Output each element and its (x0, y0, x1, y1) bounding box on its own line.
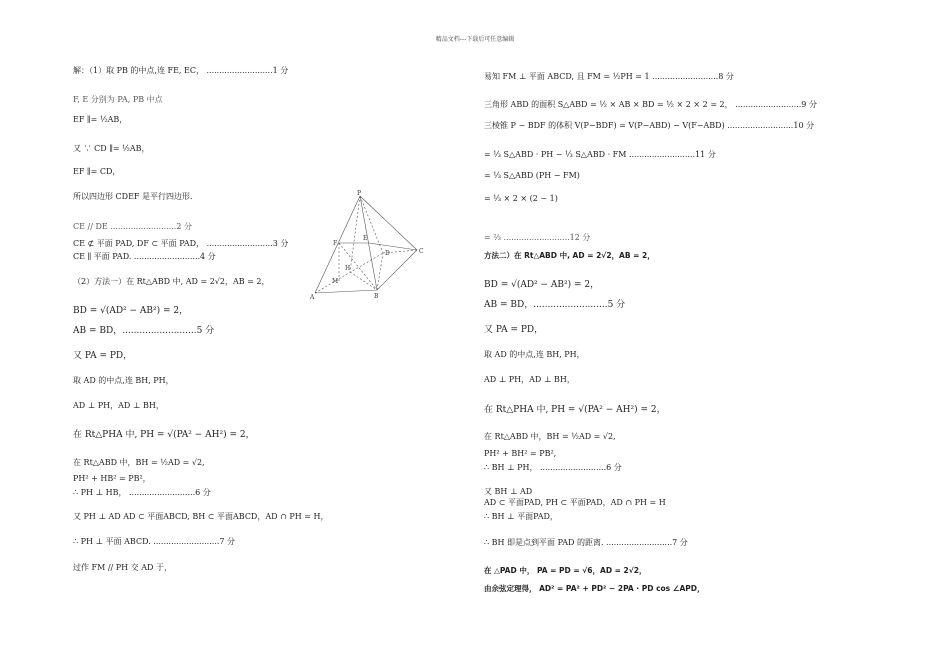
left-line-6: 所以四边形 CDEF 是平行四边形. (73, 192, 193, 201)
right-line-17: ∴ BH ⊥ PH， ..........................6 分 (484, 463, 622, 472)
left-line-19: ∴ PH ⊥ HB， ..........................6 分 (73, 488, 211, 497)
fig-label-e: E (363, 235, 368, 242)
left-line-2: F, E 分别为 PA, PB 中点 (73, 95, 163, 104)
left-line-15: AD ⊥ PH，AD ⊥ BH， (73, 401, 164, 410)
left-line-3: EF ∥= ½AB， (73, 115, 128, 124)
right-line-9: BD = √(AD² − AB²) = 2， (484, 280, 600, 290)
left-line-13: 又 PA = PD， (73, 351, 133, 361)
left-line-22: 过作 FM // PH 交 AD 于， (73, 563, 172, 572)
right-line-5: = ⅓ S△ABD (PH − FM) (484, 171, 580, 180)
left-line-20: 又 PH ⊥ AD AD ⊂ 平面ABCD, BH ⊂ 平面ABCD，AD ∩ PH = H， (73, 512, 329, 521)
fig-label-m: M (332, 278, 339, 285)
right-line-2: 三角形 ABD 的面积 S△ABD = ½ × AB × BD = ½ × 2 × 2 = 2， ..........................9 分 (484, 100, 817, 109)
right-line-4: = ⅓ S△ABD · PH − ⅓ S△ABD · FM ..........................11 分 (484, 150, 716, 159)
right-line-14: 在 Rt△PHA 中, PH = √(PA² − AH²) = 2， (484, 405, 666, 415)
left-line-17: 在 Rt△ABD 中，BH = ½AD = √2, (73, 458, 205, 467)
right-line-18: 又 BH ⊥ AD (484, 487, 533, 496)
fig-label-f: F (333, 240, 338, 247)
right-line-7: = ⅔ ..........................12 分 (484, 233, 591, 242)
left-line-12: AB = BD，..........................5 分 (73, 326, 215, 336)
right-line-10: AB = BD，..........................5 分 (484, 300, 626, 310)
left-line-7: CE // DE ..........................2 分 (73, 222, 192, 231)
right-line-12: 取 AD 的中点,连 BH, PH， (484, 350, 585, 359)
right-line-3: 三棱锥 P − BDF 的体积 V(P−BDF) = V(P−ABD) − V(F−ABD) ..........................10 分 (484, 121, 815, 130)
left-line-14: 取 AD 的中点,连 BH, PH， (73, 376, 174, 385)
right-line-1: 易知 FM ⊥ 平面 ABCD, 且 FM = ½PH = 1 ..........................8 分 (484, 72, 734, 81)
left-line-11: BD = √(AD² − AB²) = 2， (73, 306, 189, 316)
pyramid-figure (305, 188, 435, 303)
right-line-8: 方法二）在 Rt△ABD 中, AD = 2√2，AB = 2， (484, 251, 655, 260)
right-line-23: 由余弦定理得， AD² = PA² + PD² − 2PA · PD cos ∠APD， (484, 584, 705, 593)
left-line-5: EF ∥= CD， (73, 167, 121, 176)
right-line-11: 又 PA = PD， (484, 325, 544, 335)
right-line-6: = ⅓ × 2 × (2 − 1) (484, 194, 558, 203)
left-line-18: PH² + HB² = PB²， (73, 474, 151, 483)
right-line-21: ∴ BH 即是点到平面 PAD 的距离. ..........................7 分 (484, 538, 688, 547)
right-line-19: AD ⊂ 平面PAD, PH ⊂ 平面PAD，AD ∩ PH = H (484, 498, 666, 507)
right-line-13: AD ⊥ PH，AD ⊥ BH， (484, 375, 575, 384)
fig-label-d: D (385, 250, 390, 257)
left-line-10: （2）方法一）在 Rt△ABD 中, AD = 2√2，AB = 2， (73, 277, 270, 286)
fig-label-a: A (310, 294, 315, 301)
fig-label-p: P (357, 190, 362, 197)
left-line-9: CE ∥ 平面 PAD. ..........................4 分 (73, 252, 216, 261)
left-line-1: 解：（1）取 PB 的中点,连 FE, EC， ..........................1 分 (73, 66, 289, 75)
right-line-22: 在 △PAD 中， PA = PD = √6，AD = 2√2， (484, 566, 647, 575)
fig-label-c: C (419, 248, 424, 255)
fig-label-b: B (374, 293, 379, 300)
left-line-8: CE ⊄ 平面 PAD, DF ⊂ 平面 PAD， ..........................3 分 (73, 239, 289, 248)
left-line-16: 在 Rt△PHA 中, PH = √(PA² − AH²) = 2， (73, 430, 255, 440)
left-line-21: ∴ PH ⊥ 平面 ABCD. ..........................7 分 (73, 537, 236, 546)
right-line-20: ∴ BH ⊥ 平面PAD， (484, 512, 558, 521)
left-line-4: 又 ∵ CD ∥= ½AB， (73, 144, 150, 153)
right-line-16: PH² + BH² = PB², (484, 449, 557, 458)
right-line-15: 在 Rt△ABD 中，BH = ½AD = √2, (484, 432, 616, 441)
page-header: 精品文档---下载后可任意编辑 (435, 36, 515, 43)
fig-label-h: H (345, 265, 351, 272)
